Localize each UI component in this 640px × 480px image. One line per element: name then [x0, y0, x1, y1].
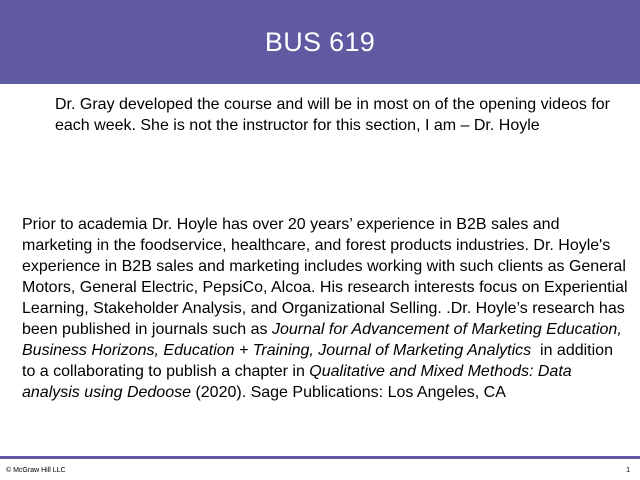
- intro-paragraph: [55, 94, 615, 136]
- bio-chapter: Qualitative and Mixed Methods: Data analysis using Dedoose: [22, 363, 572, 401]
- bio-text-part3: (2020). Sage Publications: Los Angeles, CA: [191, 384, 506, 401]
- bio-text: [22, 214, 628, 403]
- footer-divider: [0, 456, 640, 459]
- bio-journals: Journal for Advancement of Marketing Education, Business Horizons, Education + Training, Journal of Marketing Analytics: [22, 321, 622, 359]
- slide-title: BUS 619: [264, 26, 376, 57]
- footer-page-number: 1: [626, 467, 630, 474]
- intro-text: Dr. Gray developed the course and will be in most on of the opening videos for each week. She is not the instructor for this section, I am – Dr. Hoyle: [55, 96, 610, 134]
- bio-text-part2: in addition to a collaborating to publish a chapter in: [22, 342, 618, 380]
- bio-paragraph: [22, 214, 628, 403]
- footer-copyright: © McGraw Hill LLC: [6, 467, 66, 474]
- bio-text-part1: Prior to academia Dr. Hoyle has over 20 years’ experience in B2B sales and marketing in the foodservice, healthcare, and forest products industries. Dr. Hoyle's experience in B2B sales and marketing includes working with such clients as General Motors, General Electric, PepsiCo, Alcoa. His research interests focus on Experiential Learning, Stakeholder Analysis, and Organizational Selling. .Dr. Hoyle’s research has been published in journals such as: [22, 216, 628, 338]
- title-bar: [0, 0, 640, 84]
